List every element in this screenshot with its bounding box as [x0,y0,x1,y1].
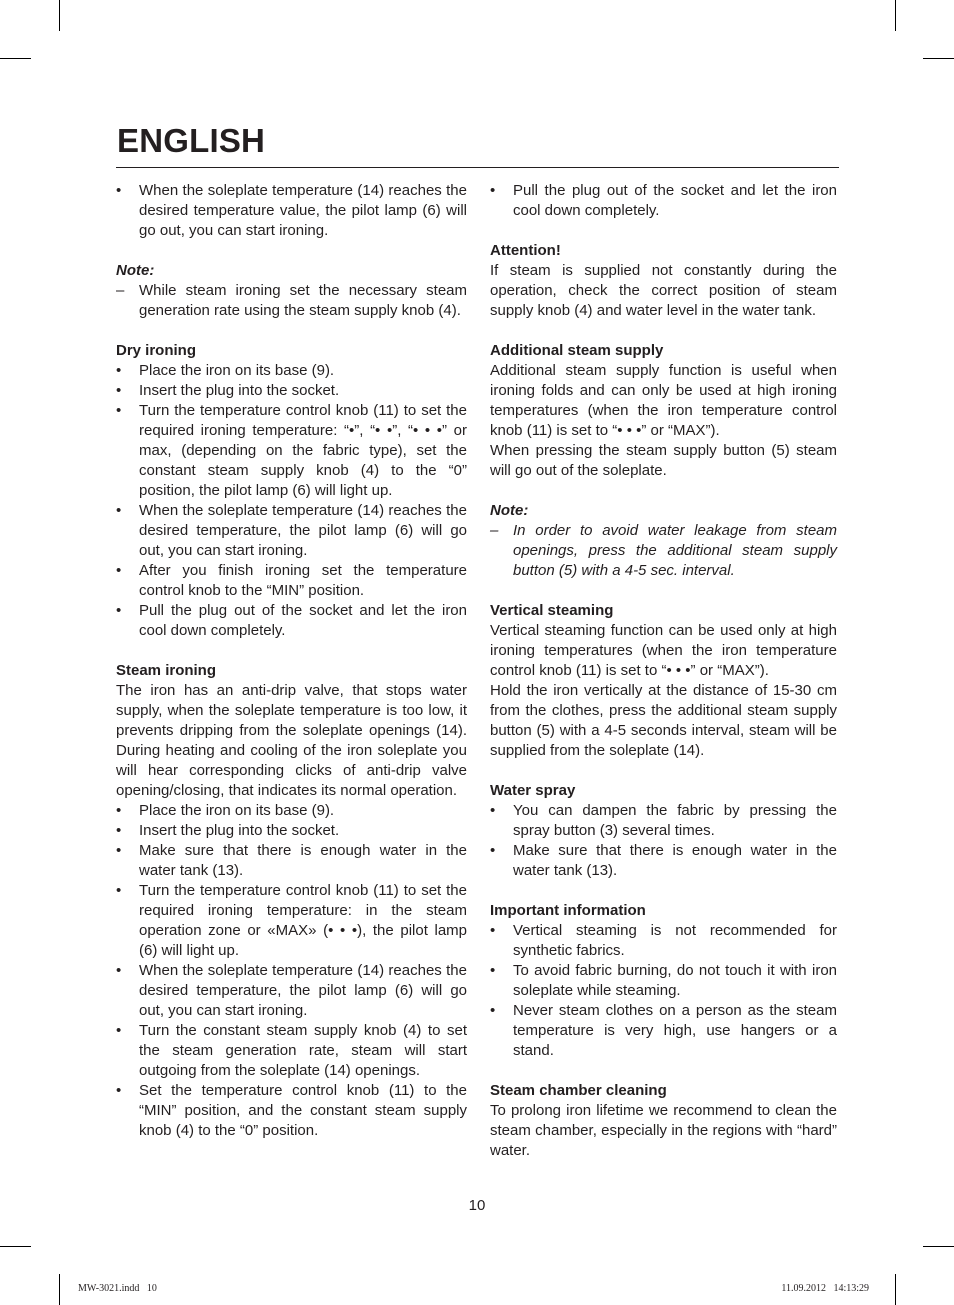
list-item: • Make sure that there is enough water in the water tank (13). [116,841,467,881]
water-spray-list [490,801,837,881]
crop-mark [895,0,896,31]
crop-mark [923,58,954,59]
list-item: • Turn the temperature control knob (11) to set the required ironing temperature: in the steam operation zone or «MAX» (• • •), the pilot lamp (6) will light up. [116,881,467,961]
left-column [116,181,467,1141]
paragraph: The iron has an anti-drip valve, that stops water supply, when the soleplate temperature is too low, it prevents dripping from the soleplate openings (14). During heating and cooling of the iron soleplate you will hear corresponding clicks of anti-drip valve opening/closing, that indicates its normal operation. [116,682,467,799]
title-divider [116,167,839,168]
list-item: • When the soleplate temperature (14) reaches the desired temperature, the pilot lamp (6) will go out, you can start ironing. [116,501,467,561]
crop-mark [0,1246,31,1247]
crop-mark [923,1246,954,1247]
section-heading-vertical-steaming: Vertical steaming [490,602,614,619]
note-heading: Note: [490,502,529,519]
list-item: • Pull the plug out of the socket and let the iron cool down completely. [490,181,837,221]
list-item: • Place the iron on its base (9). [116,801,467,821]
list-item: • Vertical steaming is not recommended for synthetic fabrics. [490,921,837,961]
page-title: ENGLISH [117,122,266,159]
crop-mark [0,58,31,59]
list-item: • When the soleplate temperature (14) reaches the desired temperature value, the pilot lamp (6) will go out, you can start ironing. [116,181,467,241]
list-item: • When the soleplate temperature (14) reaches the desired temperature, the pilot lamp (6) will go out, you can start ironing. [116,961,467,1021]
paragraph: If steam is supplied not constantly during the operation, check the correct position of steam supply knob (4) and water level in the water tank. [490,262,837,319]
list-item: • Turn the constant steam supply knob (4) to set the steam generation rate, steam will start outgoing from the soleplate (14) openings. [116,1021,467,1081]
footer-timestamp: 11.09.2012 14:13:29 [781,1283,869,1294]
list-item: • Turn the temperature control knob (11) to set the required ironing temperature: “•”, “• •”, “• • •” or max, (depending on the fabric type), set the constant steam supply knob (4) to the “0” position, the pilot lamp (6) will light up. [116,401,467,501]
section-heading-water-spray: Water spray [490,782,576,799]
footer-file-name: MW-3021.indd 10 [78,1283,157,1294]
list-item: • Insert the plug into the socket. [116,381,467,401]
page-number: 10 [468,1197,486,1214]
section-heading-steam-chamber-cleaning: Steam chamber cleaning [490,1082,667,1099]
paragraph: Additional steam supply function is useful when ironing folds and can only be used at high ironing temperatures (when the iron temperature control knob (11) is set to “• • •” or “MAX”). [490,362,837,439]
dry-ironing-list [116,361,467,641]
list-item: • Never steam clothes on a person as the steam temperature is very high, use hangers or a stand. [490,1001,837,1061]
list-item: • Place the iron on its base (9). [116,361,467,381]
intro-list [116,181,467,241]
paragraph: Vertical steaming function can be used only at high ironing temperatures (when the iron temperature control knob (11) is set to “• • •” or “MAX”). [490,622,837,679]
note-list [116,281,467,321]
list-item: – In order to avoid water leakage from steam openings, press the additional steam supply button (5) with a 4-5 sec. interval. [490,521,837,581]
crop-mark [895,1274,896,1305]
important-list [490,921,837,1061]
note-heading: Note: [116,262,155,279]
paragraph: Hold the iron vertically at the distance of 15-30 cm from the clothes, press the additional steam supply button (5) with a 4-5 seconds interval, steam will be supplied from the soleplate (14). [490,682,837,759]
section-heading-dry-ironing: Dry ironing [116,342,197,359]
list-item: • You can dampen the fabric by pressing the spray button (3) several times. [490,801,837,841]
list-item: • To avoid fabric burning, do not touch it with iron soleplate while steaming. [490,961,837,1001]
crop-mark [59,1274,60,1305]
note-list [490,521,837,581]
paragraph: To prolong iron lifetime we recommend to clean the steam chamber, especially in the regions with “hard” water. [490,1102,837,1159]
section-heading-additional-steam: Additional steam supply [490,342,664,359]
list-item: • Set the temperature control knob (11) to the “MIN” position, and the constant steam supply knob (4) to the “0” position. [116,1081,467,1141]
list-item: • Pull the plug out of the socket and let the iron cool down completely. [116,601,467,641]
list-item: • Make sure that there is enough water in the water tank (13). [490,841,837,881]
right-column [490,181,837,1161]
paragraph: When pressing the steam supply button (5) steam will go out of the soleplate. [490,442,837,479]
section-heading-attention: Attention! [490,242,561,259]
list-item: – While steam ironing set the necessary steam generation rate using the steam supply knob (4). [116,281,467,321]
list-item: • Insert the plug into the socket. [116,821,467,841]
list-item: • After you finish ironing set the temperature control knob to the “MIN” position. [116,561,467,601]
section-heading-important-information: Important information [490,902,646,919]
intro-list [490,181,837,221]
section-heading-steam-ironing: Steam ironing [116,662,217,679]
steam-ironing-list [116,801,467,1141]
crop-mark [59,0,60,31]
